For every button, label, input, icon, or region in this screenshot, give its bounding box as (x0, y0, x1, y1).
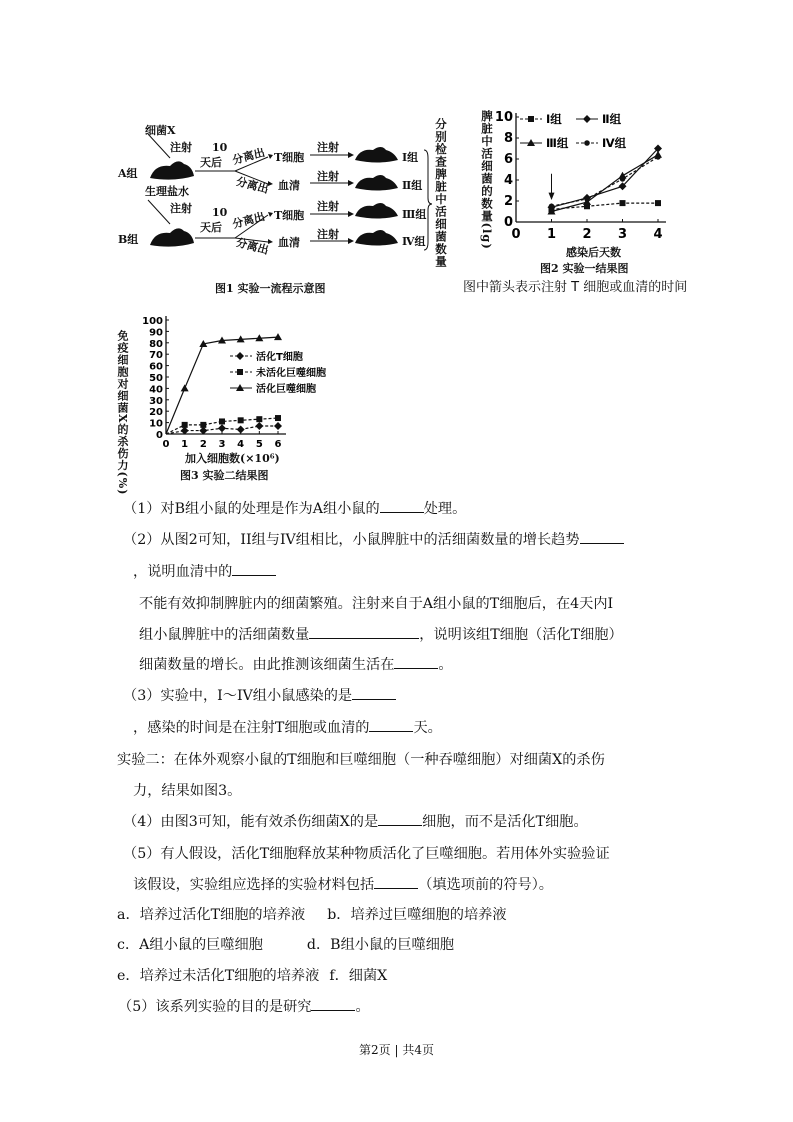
check-label: 分别检查脾脏中活细菌数量 (434, 118, 448, 268)
option-b: b．培养过巨噬细胞的培养液 (327, 907, 507, 923)
data-point (655, 200, 661, 206)
data-point (549, 203, 555, 209)
answer-blank[interactable] (369, 717, 413, 732)
question-5-cont (133, 874, 553, 894)
legend-marker (236, 352, 244, 360)
inject-label: 注射 (317, 170, 339, 183)
group-b-label: B组 (118, 233, 139, 246)
data-point (238, 417, 244, 423)
answer-blank[interactable] (380, 498, 424, 513)
answer-blank[interactable] (232, 561, 276, 576)
text: 天。 (413, 720, 442, 736)
group-1-label: Ⅰ组 (402, 151, 419, 164)
y-tick-label: 100 (142, 316, 163, 327)
figure-1-drawing (0, 0, 460, 300)
data-point (237, 425, 245, 433)
page-footer: 第2页 | 共4页 (359, 1043, 434, 1057)
data-point (584, 196, 590, 202)
fig3-ylabel: 免疫细胞对细菌X的杀伤力(%) (116, 330, 129, 496)
serum-label: 血清 (278, 236, 300, 249)
question-4 (123, 811, 588, 831)
data-point (256, 416, 262, 422)
text: ，说明血清中的 (133, 564, 233, 580)
y-tick-label: 50 (149, 373, 163, 384)
inject-label: 注射 (170, 141, 192, 154)
x-tick-label: 6 (274, 439, 282, 450)
series-line-2 (552, 149, 659, 208)
inject-label: 注射 (317, 141, 339, 154)
text: 。 (438, 657, 453, 673)
x-tick-label: 1 (181, 439, 189, 450)
fig2-chart (490, 105, 710, 265)
figure-1-caption: 图1 实验一流程示意图 (215, 282, 326, 295)
inject-label: 注射 (170, 202, 192, 215)
data-point (218, 424, 226, 432)
y-tick-label: 4 (503, 173, 513, 188)
legend-label: 活化T细胞 (256, 352, 303, 363)
y-tick-label: 10 (149, 418, 163, 430)
option-e: e．培养过未活化T细胞的培养液 (117, 968, 320, 984)
option-f: f．细菌X (329, 968, 388, 984)
question-3-cont (133, 717, 442, 737)
x-tick-label: 2 (199, 439, 207, 450)
legend-label: 活化巨噬细胞 (256, 384, 316, 395)
question-6 (118, 996, 370, 1016)
saline-label: 生理盐水 (145, 185, 189, 198)
group-4-label: Ⅳ组 (402, 235, 426, 248)
inject-label: 注射 (317, 228, 339, 241)
y-tick-label: 20 (149, 407, 163, 419)
question-3 (123, 685, 396, 705)
fig3-xlabel: 加入细胞数(×10⁶) (185, 452, 280, 465)
option-a: a．培养过活化T细胞的培养液 (117, 907, 306, 923)
group-2-label: Ⅱ组 (402, 179, 423, 192)
y-tick-label: 0 (503, 215, 513, 230)
legend-label: Ⅰ组 (546, 112, 562, 126)
text: （1）对B组小鼠的处理是作为A组小鼠的 (123, 501, 380, 517)
answer-blank[interactable] (378, 811, 422, 826)
option-d: d．B组小鼠的巨噬细胞 (306, 937, 455, 953)
y-tick-label: 60 (149, 361, 163, 373)
text: （2）从图2可知，II组与IV组相比，小鼠脾脏中的活细菌数量的增长趋势 (123, 532, 580, 548)
answer-blank[interactable] (394, 654, 438, 669)
answer-blank[interactable] (311, 996, 355, 1011)
data-point (274, 333, 282, 340)
y-tick-label: 10 (494, 110, 513, 125)
y-tick-label: 40 (149, 384, 163, 396)
question-2-cont (139, 624, 623, 644)
x-tick-label: 3 (218, 439, 226, 450)
days-after: 天后 (200, 156, 222, 169)
data-point (181, 384, 189, 391)
y-tick-label: 30 (149, 395, 163, 407)
data-point (200, 422, 206, 428)
y-tick-label: 0 (156, 430, 163, 441)
text: （3）实验中，I～IV组小鼠感染的是 (123, 688, 353, 704)
data-point (620, 200, 626, 206)
text: ，说明该组T细胞（活化T细胞） (419, 627, 623, 643)
options-ef (117, 965, 387, 985)
answer-blank[interactable] (309, 624, 419, 639)
y-tick-label: 2 (503, 194, 513, 209)
group-3-label: Ⅲ组 (402, 208, 427, 221)
y-tick-label: 90 (149, 327, 163, 339)
text: 细胞，而不是活化T细胞。 (422, 814, 588, 830)
separate-label: 分离出 (231, 145, 267, 168)
text: 处理。 (423, 501, 467, 517)
text: ，感染的时间是在注射T细胞或血清的 (133, 720, 370, 736)
text: 组小鼠脾脏中的活细菌数量 (139, 627, 310, 643)
text: 细菌数量的增长。由此推测该细菌生活在 (139, 657, 395, 673)
fig3-chart (130, 308, 350, 458)
y-tick-label: 70 (149, 350, 163, 362)
option-c: c．A组小鼠的巨噬细胞 (117, 937, 263, 953)
x-tick-label: 1 (546, 227, 557, 242)
arrow-head (549, 193, 555, 200)
inject-label: 注射 (317, 200, 339, 213)
data-point (255, 422, 263, 430)
fig2-ylabel: 脾脏中活细菌的数量(lg) (480, 110, 494, 250)
text: （4）由图3可知，能有效杀伤细菌X的是 (123, 814, 379, 830)
answer-blank[interactable] (580, 529, 624, 544)
question-2-cont (139, 654, 453, 674)
fig3-title: 图3 实验二结果图 (180, 469, 269, 482)
x-tick-label: 3 (617, 227, 628, 242)
y-tick-label: 6 (503, 152, 513, 167)
x-tick-label: 0 (162, 439, 170, 450)
separate-label: 分离出 (231, 209, 267, 232)
t-cell-label: T细胞 (274, 151, 305, 164)
serum-label: 血清 (278, 179, 300, 192)
x-tick-label: 4 (237, 439, 245, 450)
data-point (274, 422, 282, 430)
options-ab (117, 904, 507, 924)
days-num: 10 (212, 141, 228, 154)
question-2 (123, 529, 624, 549)
legend-marker (584, 140, 590, 146)
x-tick-label: 2 (582, 227, 592, 242)
separate-label: 分离出 (234, 235, 270, 258)
data-point (182, 422, 188, 428)
legend-marker (528, 116, 534, 122)
fig2-xlabel: 感染后天数 (566, 246, 621, 259)
legend-label: Ⅱ组 (602, 112, 622, 126)
data-point (275, 415, 281, 421)
experiment-2: 实验二：在体外观察小鼠的T细胞和巨噬细胞（一种吞噬细胞）对细菌X的杀伤 (117, 752, 605, 768)
question-2-cont: 不能有效抑制脾脏内的细菌繁殖。注射来自于A组小鼠的T细胞后，在4天内I (139, 596, 614, 612)
text: 该假设，实验组应选择的实验材料包括 (133, 877, 375, 893)
data-point (219, 418, 225, 424)
t-cell-label: T细胞 (274, 209, 305, 222)
y-tick-label: 80 (149, 338, 163, 350)
legend-marker (237, 369, 243, 375)
legend-label: Ⅲ组 (546, 136, 569, 150)
fig2-annotation: 图中箭头表示注射 T 细胞或血清的时间 (463, 280, 688, 295)
legend-marker (583, 115, 591, 123)
data-point (655, 154, 661, 160)
y-tick-label: 8 (503, 131, 513, 146)
bacteria-x-label: 细菌X (145, 124, 176, 137)
text: （5）该系列实验的目的是研究 (118, 999, 312, 1015)
text: 。 (355, 999, 370, 1015)
legend-label: Ⅳ组 (602, 136, 627, 150)
series-line-1 (552, 203, 659, 209)
days-num: 10 (212, 206, 228, 219)
question-1 (123, 498, 466, 518)
fig2-title: 图2 实验一结果图 (540, 262, 629, 275)
question-2-cont (133, 561, 276, 581)
answer-blank[interactable] (352, 685, 396, 700)
text: （填选项前的符号）。 (418, 877, 553, 893)
separate-label: 分离出 (234, 174, 270, 197)
x-tick-label: 4 (653, 227, 663, 242)
data-point (620, 176, 626, 182)
experiment-2-cont: 力，结果如图3。 (133, 783, 242, 799)
answer-blank[interactable] (374, 874, 418, 889)
x-tick-label: 5 (255, 439, 263, 450)
legend-label: 未活化巨噬细胞 (256, 368, 326, 379)
question-5: （5）有人假设，活化T细胞释放某种物质活化了巨噬细胞。若用体外实验验证 (123, 846, 610, 862)
x-tick-label: 0 (511, 227, 521, 242)
group-a-label: A组 (118, 167, 138, 180)
options-cd (117, 934, 454, 954)
days-after: 天后 (200, 221, 222, 234)
